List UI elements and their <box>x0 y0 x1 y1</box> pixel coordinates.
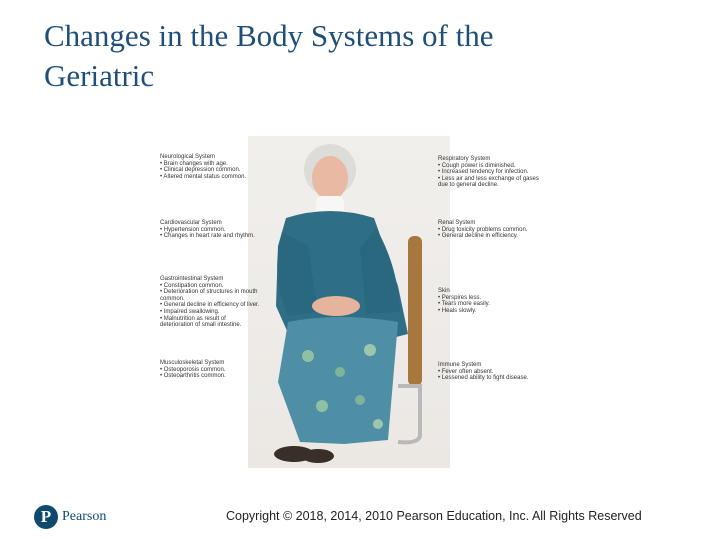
musculoskeletal-system-label <box>160 360 278 380</box>
renal-system-label <box>438 220 556 240</box>
label-item: • Perspires less. <box>438 294 482 301</box>
label-item: • Less air and less exchange of gases <box>438 175 539 182</box>
label-title: Skin <box>438 288 450 294</box>
label-item: • General decline in efficiency of liver. <box>160 302 260 309</box>
label-title: Gastrointestinal System <box>160 276 224 282</box>
label-item: • Fever often absent. <box>438 368 494 375</box>
gastrointestinal-system-label <box>160 276 278 329</box>
label-item: • Drug toxicity problems common. <box>438 226 528 233</box>
label-item: • Increased tendency for infection. <box>438 169 529 176</box>
skin-label <box>438 288 556 314</box>
elderly-woman-photo <box>248 136 450 468</box>
label-title: Musculoskeletal System <box>160 360 225 366</box>
label-item: • Osteoarthritis common. <box>160 373 226 380</box>
label-item: • Heals slowly. <box>438 307 477 314</box>
label-item: • Malnutrition as result of <box>160 315 226 322</box>
label-item: • Tears more easily. <box>438 301 490 308</box>
label-title: Renal System <box>438 220 476 226</box>
label-item: • Lessened ability to fight disease. <box>438 375 529 382</box>
label-title: Cardiovascular System <box>160 220 222 226</box>
body-systems-figure <box>158 136 558 468</box>
slide-title-line-1: Changes in the Body Systems of the <box>44 18 494 53</box>
pearson-logo <box>34 504 106 530</box>
slide-title <box>44 16 644 96</box>
label-item: • Deterioration of structures in mouth <box>160 289 258 296</box>
label-item: deterioration of small intestine. <box>160 322 242 329</box>
copyright-notice: Copyright © 2018, 2014, 2010 Pearson Education, Inc. All Rights Reserved <box>226 509 642 523</box>
label-item: • Constipation common. <box>160 282 224 289</box>
label-item: • Cough power is diminished. <box>438 162 516 169</box>
pearson-p-icon: P <box>34 505 58 529</box>
pearson-wordmark: Pearson <box>62 509 107 524</box>
label-title: Respiratory System <box>438 156 491 162</box>
immune-system-label <box>438 362 556 382</box>
label-item: • Changes in heart rate and rhythm. <box>160 233 255 240</box>
label-item: due to general decline. <box>438 182 499 189</box>
neurological-system-label <box>160 154 278 180</box>
label-item: • Osteoporosis common. <box>160 366 226 373</box>
label-item: • Impaired swallowing. <box>160 308 220 315</box>
slide-title-line-2: Geriatric <box>44 58 155 93</box>
respiratory-system-label <box>438 156 556 189</box>
label-title: Immune System <box>438 362 482 368</box>
cardiovascular-system-label <box>160 220 278 240</box>
label-item: • Brain changes with age. <box>160 160 228 167</box>
label-item: • General decline in efficiency. <box>438 233 518 240</box>
label-item: common. <box>160 295 185 302</box>
label-item: • Hypertension common. <box>160 226 226 233</box>
label-title: Neurological System <box>160 154 216 160</box>
label-item: • Clinical depression common. <box>160 167 241 174</box>
label-item: • Altered mental status common. <box>160 173 247 180</box>
